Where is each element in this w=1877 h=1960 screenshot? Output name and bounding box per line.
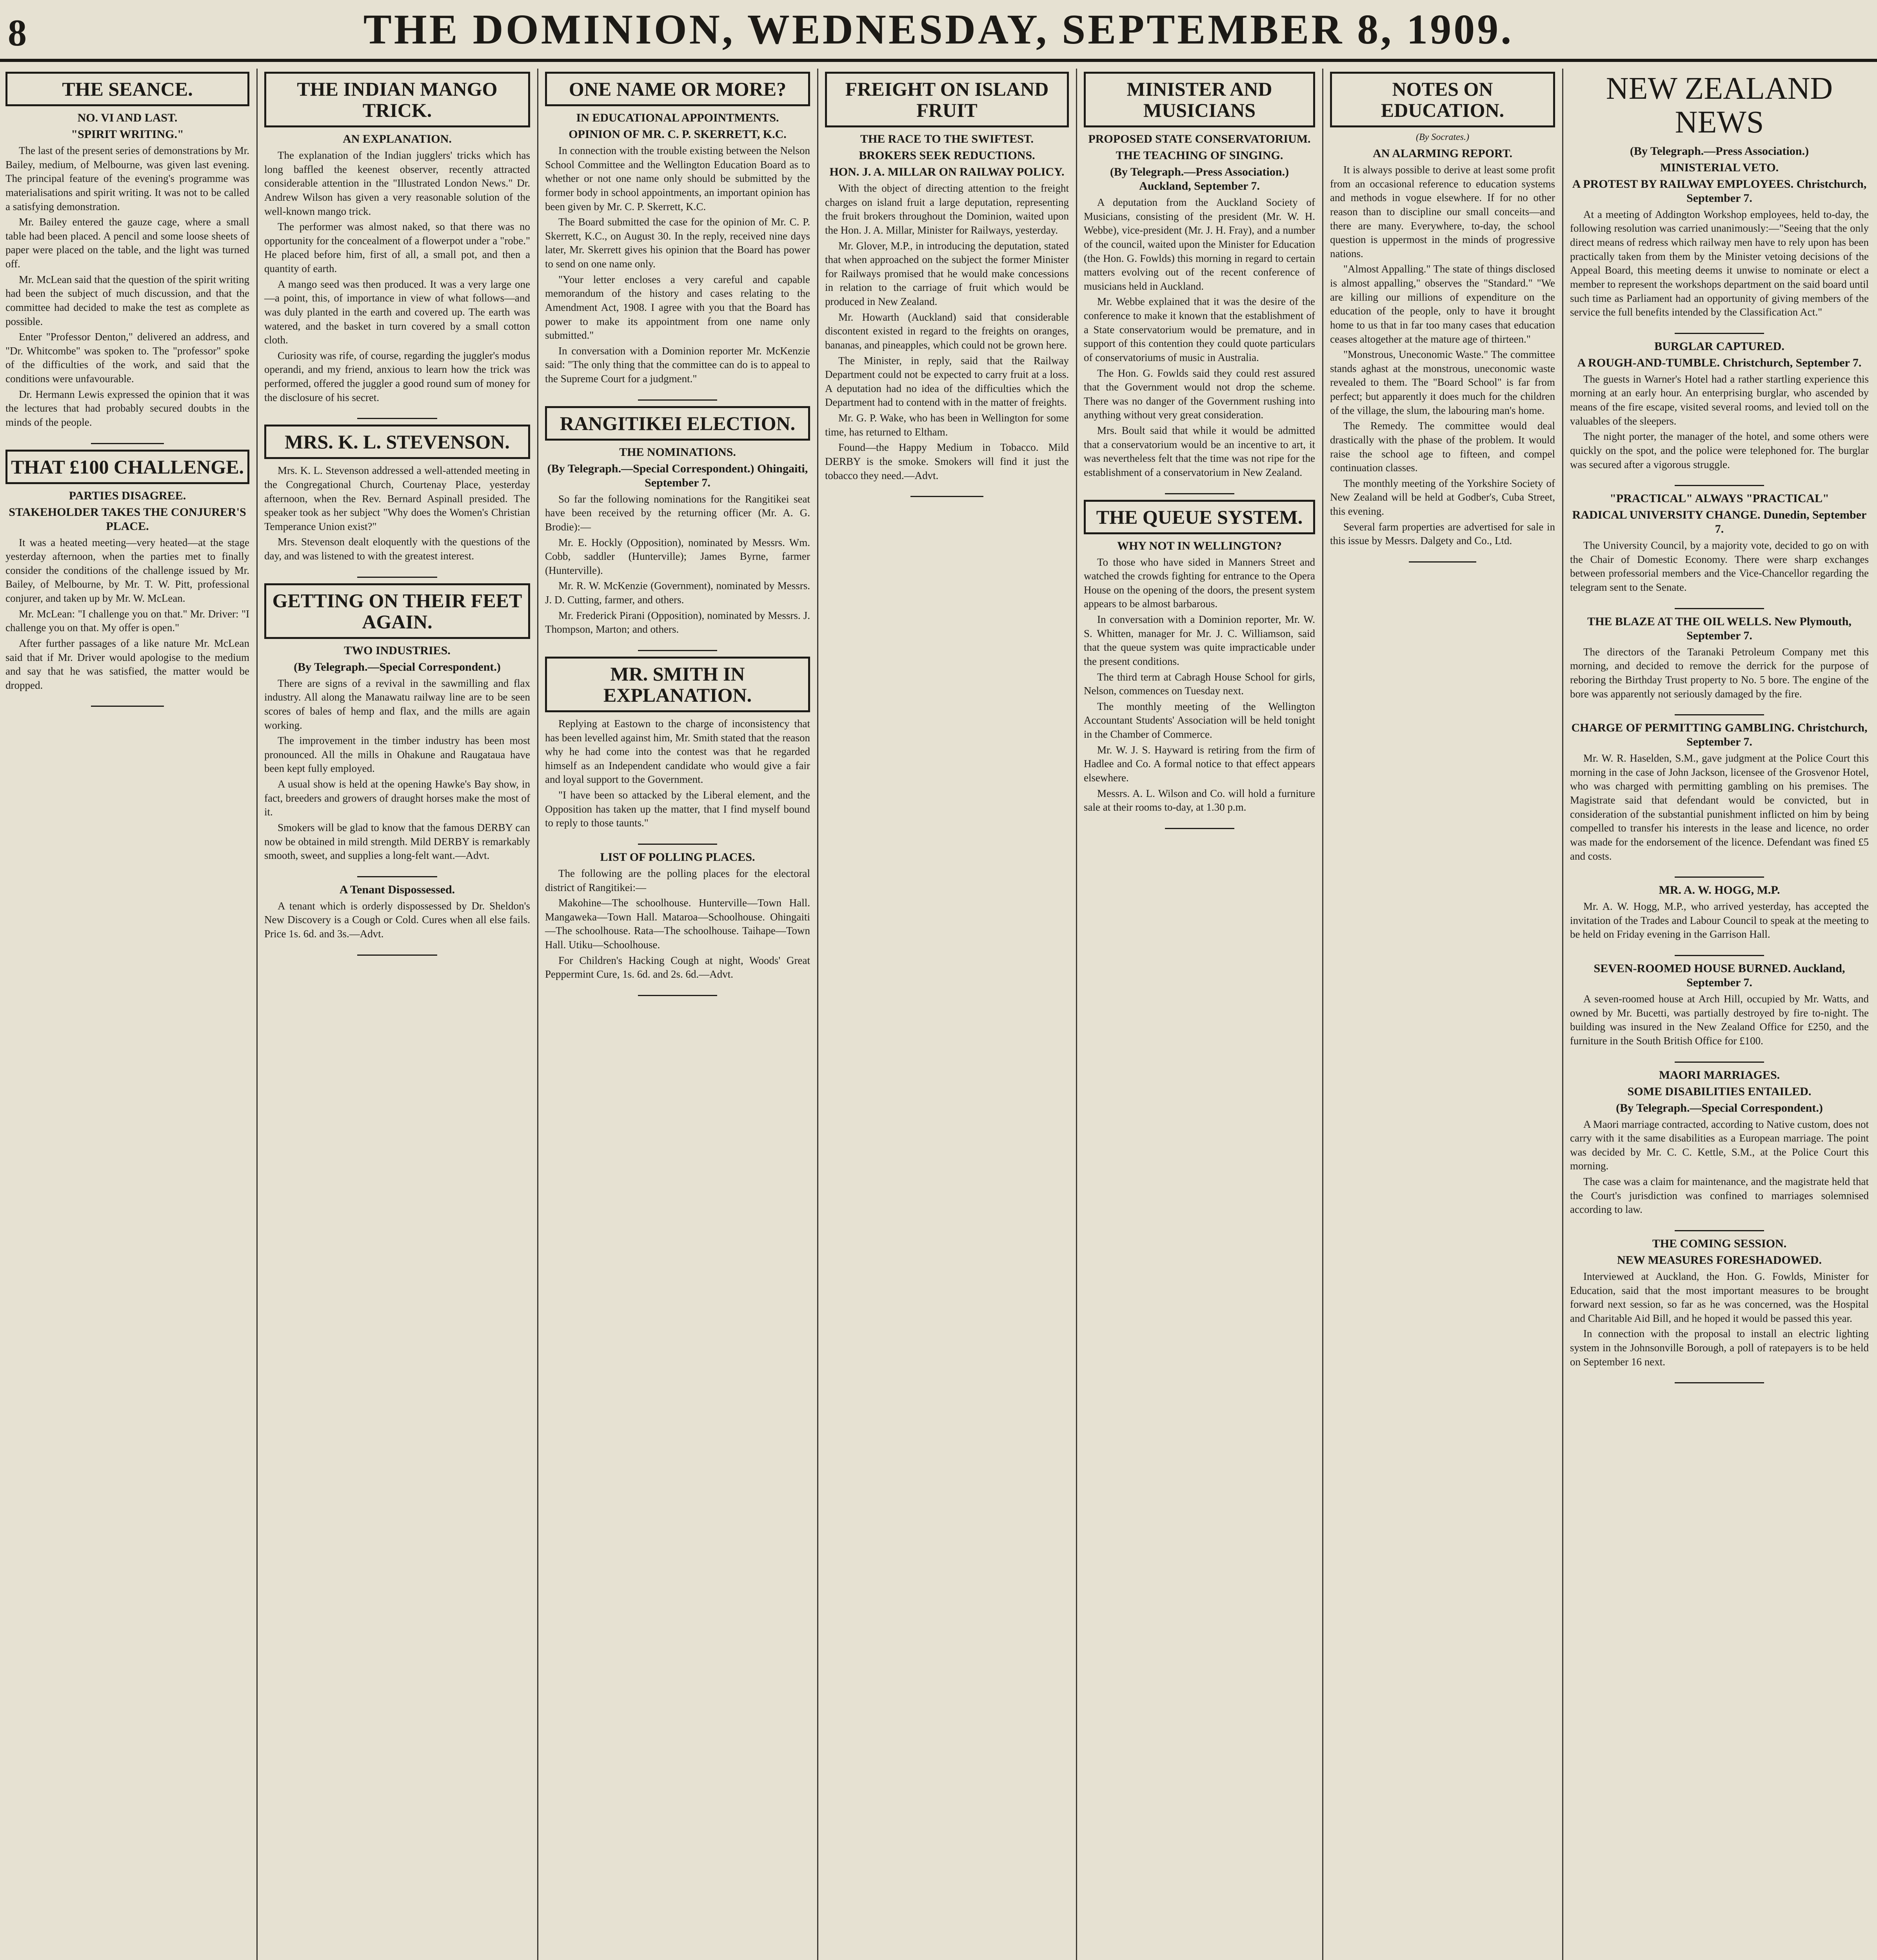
article-paragraph: The University Council, by a majority vote, decided to go on with the Chair of Domestic Economy. There were sharp exchanges between professorial members and the Vice-Chancellor regarding the telegram sent to the Senate. bbox=[1570, 539, 1869, 593]
article-headline: THE INDIAN MANGO TRICK. bbox=[264, 72, 530, 127]
article-paragraph: "Your letter encloses a very careful and capable memorandum of the history and cases relating to the Amendment Act, 1908. I agree with you that the Board has power to make its appointment from one name only submitted." bbox=[545, 273, 810, 341]
article-paragraph: Smokers will be glad to know that the famous DERBY can now be obtained in mild strength. Mild DERBY is remarkably smooth, sweet, and supplies a long-felt want.—Advt. bbox=[264, 821, 530, 862]
article-paragraph: Mr. G. P. Wake, who has been in Wellington for some time, has returned to Eltham. bbox=[825, 412, 1069, 438]
article-paragraph: In connection with the proposal to install an electric lighting system in the Johnsonville Borough, a poll of ratepayers is to be held on September 16 next. bbox=[1570, 1328, 1869, 1368]
article-subheading: STAKEHOLDER TAKES THE CONJURER'S PLACE. bbox=[9, 505, 246, 533]
article-subheading: BROKERS SEEK REDUCTIONS. bbox=[859, 149, 1035, 162]
column-1 bbox=[0, 69, 255, 1960]
article-divider bbox=[638, 650, 718, 651]
article bbox=[1330, 72, 1555, 548]
article-subheading: BURGLAR CAPTURED. bbox=[1654, 339, 1784, 353]
article-subheading: THE TEACHING OF SINGING. bbox=[1116, 149, 1283, 162]
article-paragraph: The guests in Warner's Hotel had a rather startling experience this morning at an early hour. An enterprising burglar, who ascended by means of the fire escape, visited several rooms, and levied toll on the valuables of the sleepers. bbox=[1570, 373, 1869, 427]
article bbox=[1570, 339, 1869, 472]
article-paragraph: It was a heated meeting—very heated—at the stage yesterday afternoon, when the parties met to finally consider the conditions of the challenge issued by Mr. Bailey, of Melbourne, by Mr. T. W. Pitt, professional conjurer, and taken up by Mr. W. McLean. bbox=[5, 536, 249, 604]
article bbox=[825, 72, 1069, 483]
article-subheading: THE BLAZE AT THE OIL WELLS. New Plymouth, September 7. bbox=[1587, 615, 1852, 642]
article-subheading: "PRACTICAL" ALWAYS "PRACTICAL" bbox=[1610, 492, 1829, 505]
article-subheading: IN EDUCATIONAL APPOINTMENTS. bbox=[576, 111, 779, 124]
article-subheading: CHARGE OF PERMITTING GAMBLING. Christchurch, September 7. bbox=[1571, 721, 1868, 749]
article-paragraph: A Maori marriage contracted, according to Native custom, does not carry with it the same disabilities as a European marriage. The point was decided by Mr. C. C. Kettle, S.M., at the Police Court this morning. bbox=[1570, 1118, 1869, 1172]
article-paragraph: Mr. Howarth (Auckland) said that considerable discontent existed in regard to the freights on oranges, bananas, and pineapples, which could not be grown here. bbox=[825, 311, 1069, 351]
article bbox=[545, 657, 810, 830]
column-rule bbox=[256, 69, 258, 1960]
article-paragraph: To those who have sided in Manners Street and watched the crowds fighting for entrance to the Opera House on the opening of the doors, the present system appears to be almost barbarous. bbox=[1084, 556, 1315, 610]
article bbox=[1570, 1237, 1869, 1369]
article-paragraph: Mr. Frederick Pirani (Opposition), nominated by Messrs. J. Thompson, Marton; and others. bbox=[545, 609, 810, 635]
article-paragraph: The directors of the Taranaki Petroleum Company met this morning, and decided to remove the derrick for the purpose of reboring the Birthday Trust property to No. 5 bore. The engine of the bore was apparently not seriously damaged by the fire. bbox=[1570, 646, 1869, 700]
article-divider bbox=[1675, 1382, 1764, 1383]
article-subheading: AN EXPLANATION. bbox=[343, 132, 452, 145]
article-subheading: "SPIRIT WRITING." bbox=[71, 128, 184, 141]
article-paragraph: Mr. R. W. McKenzie (Government), nominated by Messrs. J. D. Cutting, farmer, and others. bbox=[545, 580, 810, 606]
article bbox=[1570, 492, 1869, 595]
article-divider bbox=[1409, 561, 1476, 563]
article-paragraph: A deputation from the Auckland Society of Musicians, consisting of the president (Mr. W. H. Webbe), vice-president (Mr. J. H. Fray), and a number of the council, waited upon the Minister for Education (the Hon. G. Fowlds) this morning in regard to certain matters evolving out of the recent conference of musicians held in Auckland. bbox=[1084, 196, 1315, 292]
column-7 bbox=[1564, 69, 1874, 1960]
article-divider bbox=[1675, 955, 1764, 956]
article-divider bbox=[1675, 714, 1764, 715]
article-paragraph: The case was a claim for maintenance, and the magistrate held that the Court's jurisdiction was confined to marriages solemnised according to law. bbox=[1570, 1176, 1869, 1216]
article bbox=[1084, 72, 1315, 480]
article-subheading: SOME DISABILITIES ENTAILED. bbox=[1627, 1085, 1812, 1098]
article-paragraph: The night porter, the manager of the hotel, and some others were quickly on the spot, and the police were telephoned for. The burglar was secured after a vigorous struggle. bbox=[1570, 430, 1869, 470]
article bbox=[264, 425, 530, 563]
article-divider bbox=[357, 955, 437, 956]
article-subheading: LIST OF POLLING PLACES. bbox=[600, 850, 755, 864]
article-paragraph: Found—the Happy Medium in Tobacco. Mild DERBY is the smoke. Smokers will find it just the tobacco they need.—Advt. bbox=[825, 441, 1069, 481]
article-subheading: SEVEN-ROOMED HOUSE BURNED. Auckland, September 7. bbox=[1594, 962, 1845, 989]
article-subheading: (By Telegraph.—Press Association.) bbox=[1630, 144, 1809, 158]
article-paragraph: With the object of directing attention to the freight charges on island fruit a large deputation, representing the fruit brokers throughout the Dominion, waited upon the Hon. J. A. Millar, Minister for Railways, yesterday. bbox=[825, 182, 1069, 236]
article-subheading: THE RACE TO THE SWIFTEST. bbox=[860, 132, 1034, 145]
column-rule bbox=[1322, 69, 1323, 1960]
article-subheading: OPINION OF MR. C. P. SKERRETT, K.C. bbox=[569, 128, 787, 141]
article-paragraph: "Almost Appalling." The state of things disclosed is almost appalling," observes the "Standard." "We are killing our millions of expenditure on the education of the people, only to have it brought home to us that in far too many cases that education ceases altogether at the mature age of thirteen." bbox=[1330, 263, 1555, 345]
article-paragraph: There are signs of a revival in the sawmilling and flax industry. All along the Manawatu railway line are to be seen scores of bales of hemp and flax, and the mills are again working. bbox=[264, 677, 530, 731]
article-byline: (By Socrates.) bbox=[1416, 132, 1469, 142]
article-paragraph: Mr. McLean said that the question of the spirit writing had been the subject of much discussion, and that the committee had decided to make the test as complete as possible. bbox=[5, 273, 249, 327]
article-subheading: MR. A. W. HOGG, M.P. bbox=[1659, 884, 1780, 897]
article-divider bbox=[357, 418, 437, 419]
article-paragraph: The monthly meeting of the Wellington Accountant Students' Association will be held tonight in the Chamber of Commerce. bbox=[1084, 700, 1315, 740]
article-paragraph: A seven-roomed house at Arch Hill, occupied by Mr. Watts, and owned by Mr. Bucetti, was partially destroyed by fire to-night. The building was insured in the New Zealand Office for £250, and the furniture in the South British Office for £100. bbox=[1570, 993, 1869, 1047]
article-paragraph: Mrs. Boult said that while it would be admitted that a conservatorium would be an incentive to art, it was nevertheless felt that the time was not ripe for the establishment of a conservatorium in New Zealand. bbox=[1084, 425, 1315, 478]
article-subheading: A ROUGH-AND-TUMBLE. Christchurch, September 7. bbox=[1577, 356, 1862, 369]
column-4 bbox=[819, 69, 1074, 1960]
article-paragraph: Mr. A. W. Hogg, M.P., who arrived yesterday, has accepted the invitation of the Trades and Labour Council to speak at the meeting to be held on Friday evening in the Garrison Hall. bbox=[1570, 900, 1869, 940]
article-subheading: MINISTERIAL VETO. bbox=[1660, 161, 1779, 174]
article-subheading: MAORI MARRIAGES. bbox=[1659, 1068, 1780, 1082]
article-headline: FREIGHT ON ISLAND FRUIT bbox=[825, 72, 1069, 127]
article-paragraph: Replying at Eastown to the charge of inconsistency that has been levelled against him, Mr. Smith stated that the reason why he had come into the contest was that he regarded himself as an Independent candidate who would give a fair and loyal support to the Government. bbox=[545, 717, 810, 786]
article-divider bbox=[638, 995, 718, 996]
article bbox=[5, 72, 249, 430]
column-5 bbox=[1078, 69, 1321, 1960]
article-paragraph: Enter "Professor Denton," delivered an address, and "Dr. Whitcombe" was spoken to. The "professor" spoke of the difficulties of the work, and said that the conditions were unfavourable. bbox=[5, 331, 249, 385]
article bbox=[5, 450, 249, 693]
article-paragraph: "I have been so attacked by the Liberal element, and the Opposition has taken up the matter, that I find myself bound to reply to those taunts." bbox=[545, 789, 810, 829]
article-headline: THE SEANCE. bbox=[5, 72, 249, 106]
article-headline: MR. SMITH IN EXPLANATION. bbox=[545, 657, 810, 712]
article-subheading: WHY NOT IN WELLINGTON? bbox=[1117, 539, 1282, 552]
article-paragraph: Mr. E. Hockly (Opposition), nominated by Messrs. Wm. Cobb, saddler (Hunterville); James Byrne, farmer (Hunterville). bbox=[545, 536, 810, 576]
article-subheading: TWO INDUSTRIES. bbox=[344, 644, 451, 657]
article bbox=[1570, 615, 1869, 701]
article-divider bbox=[91, 706, 164, 707]
article-paragraph: Mr. Bailey entered the gauze cage, where a small table had been placed. A pencil and some loose sheets of paper were placed on the table, and the light was turned off. bbox=[5, 216, 249, 270]
article-divider bbox=[91, 443, 164, 444]
article bbox=[1570, 721, 1869, 863]
article-divider bbox=[638, 399, 718, 401]
article-subheading: (By Telegraph.—Press Association.) Auckland, September 7. bbox=[1110, 165, 1289, 192]
article-paragraph: It is always possible to derive at least some profit from an occasional reference to education systems and methods in vogue elsewhere. If for no other reason than to discipline our small conceits—and there are many. Everywhere, to-day, the school question is uppermost in the minds of progressive nations. bbox=[1330, 164, 1555, 260]
article-paragraph: In conversation with a Dominion reporter, Mr. W. S. Whitten, manager for Mr. J. C. Williamson, said that the queue system was quite impracticable under the present conditions. bbox=[1084, 613, 1315, 667]
article-divider bbox=[1675, 1230, 1764, 1231]
article-paragraph: Mr. W. R. Haselden, S.M., gave judgment at the Police Court this morning in the case of John Jackson, licensee of the Grosvenor Hotel, who was charged with permitting gambling on his premises. The Magistrate said that defendant would be convicted, but in consideration of the substantial punishment inflicted on him by being compelled to transfer his interests in the lease and licence, no order was made for the endorsement of the licence. Defendant was fined £5 and costs. bbox=[1570, 752, 1869, 862]
article-divider bbox=[1675, 1062, 1764, 1063]
article-paragraph: The Remedy. The committee would deal drastically with the phase of the problem. It would raise the school age to fifteen, and compel continuation classes. bbox=[1330, 420, 1555, 474]
article-divider bbox=[910, 496, 984, 497]
article-subheading: AN ALARMING REPORT. bbox=[1373, 147, 1512, 160]
article-paragraph: The third term at Cabragh House School for girls, Nelson, commences on Tuesday next. bbox=[1084, 671, 1315, 697]
article-headline: NOTES ON EDUCATION. bbox=[1330, 72, 1555, 127]
article-paragraph: For Children's Hacking Cough at night, Woods' Great Peppermint Cure, 1s. 6d. and 2s. 6d.—Advt. bbox=[545, 954, 810, 980]
column-2 bbox=[259, 69, 536, 1960]
article-divider bbox=[357, 577, 437, 578]
article-paragraph: In connection with the trouble existing between the Nelson School Committee and the Wellington Education Board as to whether or not one name only should be submitted by the former body in school appointments, an important opinion has been given by Mr. C. P. Skerrett, K.C. bbox=[545, 145, 810, 212]
column-rule bbox=[817, 69, 818, 1960]
article bbox=[1570, 1068, 1869, 1217]
article-paragraph: The Hon. G. Fowlds said they could rest assured that the Government would not drop the scheme. There was no danger of the Government rushing into anything without very great consideration. bbox=[1084, 367, 1315, 421]
article-paragraph: Mr. Glover, M.P., in introducing the deputation, stated that when approached on the subject the former Minister for Railways promised that he would make concessions in relation to the carriage of fruit which would be produced in New Zealand. bbox=[825, 240, 1069, 307]
article-paragraph: Messrs. A. L. Wilson and Co. will hold a furniture sale at their rooms to-day, at 1.30 p.m. bbox=[1084, 787, 1315, 813]
column-6 bbox=[1325, 69, 1561, 1960]
article-paragraph: The improvement in the timber industry has been most pronounced. All the mills in Ohakune and Raugataua have been kept fully employed. bbox=[264, 735, 530, 775]
article-subheading: THE NOMINATIONS. bbox=[619, 445, 736, 459]
article-headline: MINISTER AND MUSICIANS bbox=[1084, 72, 1315, 127]
article-divider bbox=[1675, 877, 1764, 878]
article-divider bbox=[1165, 493, 1234, 494]
article bbox=[1084, 500, 1315, 815]
article-paragraph: Mr. Webbe explained that it was the desire of the conference to make it known that the establishment of a State conservatorium would be premature, and in support of this contention they could quote particulars of conservatoriums of music in Australia. bbox=[1084, 296, 1315, 363]
article-paragraph: At a meeting of Addington Workshop employees, held to-day, the following resolution was carried unanimously:—"Seeing that the only direct means of redress which railway men have to rely upon has been practically taken from them by the Minister vetoing decisions of the Appeal Board, this meeting deems it unwise to nominate or elect a member to represent the workshops department on the said board until such time as Parliament had an opportunity of giving members of the service the full benefits intended by the Classification Act." bbox=[1570, 208, 1869, 318]
article-headline: ONE NAME OR MORE? bbox=[545, 72, 810, 106]
article-paragraph: After further passages of a like nature Mr. McLean said that if Mr. Driver would apologise to the medium and say that he was satisfied, the matter would be dropped. bbox=[5, 637, 249, 691]
article-paragraph: A mango seed was then produced. It was a very large one—a point, this, of importance in view of what follows—and was duly planted in the earth and covered up. The earth was watered, and the basket in turn covered by a small cotton cloth. bbox=[264, 278, 530, 346]
article-subheading: (By Telegraph.—Special Correspondent.) Ohingaiti, September 7. bbox=[547, 462, 808, 489]
masthead-rule bbox=[0, 59, 1877, 62]
masthead bbox=[0, 0, 1877, 63]
article-paragraph: A usual show is held at the opening Hawke's Bay show, in fact, breeders and growers of draught horses make the most of it. bbox=[264, 778, 530, 818]
article-divider bbox=[1675, 608, 1764, 609]
article-paragraph: Dr. Hermann Lewis expressed the opinion that it was the lectures that had probably secured doubts in the minds of the people. bbox=[5, 388, 249, 428]
article-paragraph: So far the following nominations for the Rangitikei seat have been received by the returning officer (Mr. A. G. Brodie):— bbox=[545, 493, 810, 533]
article-divider bbox=[1675, 333, 1764, 334]
article-paragraph: The Minister, in reply, said that the Railway Department could not be expected to carry fruit at a loss. A deputation had no idea of the difficulties which the Department had to contend with in the matter of freights. bbox=[825, 354, 1069, 408]
article-paragraph: Makohine—The schoolhouse. Hunterville—Town Hall. Mangaweka—Town Hall. Mataroa—Schoolhouse. Ohingaiti—The schoolhouse. Rata—The schoolhouse. Taihape—Town Hall. Utiku—Schoolhouse. bbox=[545, 897, 810, 951]
article-divider bbox=[357, 876, 437, 877]
article-headline: THE QUEUE SYSTEM. bbox=[1084, 500, 1315, 534]
article-paragraph: A tenant which is orderly dispossessed by Dr. Sheldon's New Discovery is a Cough or Cold. Cures when all else fails. Price 1s. 6d. and 3s.—Advt. bbox=[264, 900, 530, 940]
article-headline: NEW ZEALAND NEWS bbox=[1606, 71, 1833, 140]
article bbox=[545, 72, 810, 386]
article-subheading: NEW MEASURES FORESHADOWED. bbox=[1617, 1253, 1822, 1267]
article-subheading: (By Telegraph.—Special Correspondent.) bbox=[294, 660, 501, 673]
article-paragraph: Mr. McLean: "I challenge you on that." Mr. Driver: "I challenge you on that. My offer is open." bbox=[5, 608, 249, 634]
article-paragraph: The last of the present series of demonstrations by Mr. Bailey, medium, of Melbourne, was given last evening. The principal feature of the evening's programme was materialisations and spirit writing. It was not to be called a satisfying demonstration. bbox=[5, 145, 249, 212]
article-paragraph: "Monstrous, Uneconomic Waste." The committee stands aghast at the monstrous, uneconomic waste revealed to them. The "Board School" is far from perfect; but apparently it does much for the children of the village, the slum, the labouring man's home. bbox=[1330, 348, 1555, 416]
article-subheading: HON. J. A. MILLAR ON RAILWAY POLICY. bbox=[829, 165, 1065, 178]
article bbox=[545, 850, 810, 982]
article-paragraph: The Board submitted the case for the opinion of Mr. C. P. Skerrett, K.C., on August 30. In the reply, received nine days later, Mr. Skerrett gives his opinion that the Board has power to send on one name only. bbox=[545, 216, 810, 270]
article-headline: THAT £100 CHALLENGE. bbox=[5, 450, 249, 484]
article-headline: RANGITIKEI ELECTION. bbox=[545, 406, 810, 441]
article-subheading: A Tenant Dispossessed. bbox=[339, 883, 455, 896]
article bbox=[264, 583, 530, 863]
article-paragraph: In conversation with a Dominion reporter Mr. McKenzie said: "The only thing that the committee can do is to appeal to the Supreme Court for a judgment." bbox=[545, 345, 810, 385]
article-headline: GETTING ON THEIR FEET AGAIN. bbox=[264, 583, 530, 639]
column-3 bbox=[540, 69, 816, 1960]
article-subheading: (By Telegraph.—Special Correspondent.) bbox=[1616, 1101, 1823, 1114]
article bbox=[264, 72, 530, 405]
article-subheading: PARTIES DISAGREE. bbox=[69, 489, 186, 502]
article-paragraph: The monthly meeting of the Yorkshire Society of New Zealand will be held at Godber's, Cuba Street, this evening. bbox=[1330, 477, 1555, 517]
article-paragraph: The explanation of the Indian jugglers' tricks which has long baffled the keenest observer, recently attracted considerable attention in the "Illustrated London News." Dr. Andrew Wilson has given a very reasonable solution of the well-known mango trick. bbox=[264, 149, 530, 217]
page-number: 8 bbox=[8, 12, 27, 54]
article-paragraph: The following are the polling places for the electoral district of Rangitikei:— bbox=[545, 867, 810, 893]
article-paragraph: Several farm properties are advertised for sale in this issue by Messrs. Dalgety and Co., Ltd. bbox=[1330, 521, 1555, 547]
article-subheading: A PROTEST BY RAILWAY EMPLOYEES. Christchurch, September 7. bbox=[1572, 177, 1867, 205]
article bbox=[1570, 883, 1869, 942]
article-divider bbox=[1675, 485, 1764, 486]
article bbox=[1570, 72, 1869, 319]
article-headline: MRS. K. L. STEVENSON. bbox=[264, 425, 530, 459]
article-paragraph: Mrs. Stevenson dealt eloquently with the questions of the day, and was listened to with the greatest interest. bbox=[264, 536, 530, 562]
article-subheading: PROPOSED STATE CONSERVATORIUM. bbox=[1088, 132, 1311, 145]
article-subheading: RADICAL UNIVERSITY CHANGE. Dunedin, September 7. bbox=[1572, 508, 1867, 536]
column-rule bbox=[1562, 69, 1563, 1960]
article-subheading: NO. VI AND LAST. bbox=[77, 111, 178, 124]
article bbox=[545, 406, 810, 637]
column-rule bbox=[537, 69, 538, 1960]
article bbox=[1570, 962, 1869, 1048]
article-divider bbox=[1165, 828, 1234, 829]
article-paragraph: Curiosity was rife, of course, regarding the juggler's modus operandi, and my friend, anxious to learn how the trick was performed, offered the juggler a good round sum of money for the disclosure of his secret. bbox=[264, 349, 530, 403]
article-paragraph: Interviewed at Auckland, the Hon. G. Fowlds, Minister for Education, said that the most important measures to be brought forward next session, so far as he was concerned, was the Hospital and Charitable Aid Bill, and he hoped it would be passed this year. bbox=[1570, 1270, 1869, 1324]
article-paragraph: Mr. W. J. S. Hayward is retiring from the firm of Hadlee and Co. A formal notice to that effect appears elsewhere. bbox=[1084, 744, 1315, 784]
column-rule bbox=[1076, 69, 1077, 1960]
article-divider bbox=[638, 844, 718, 845]
article bbox=[264, 883, 530, 941]
article-subheading: THE COMING SESSION. bbox=[1652, 1237, 1787, 1250]
article-paragraph: The performer was almost naked, so that there was no opportunity for the concealment of a flowerpot under a "robe." He placed before him, first of all, a small pot, and then a quantity of earth. bbox=[264, 221, 530, 274]
article-paragraph: Mrs. K. L. Stevenson addressed a well-attended meeting in the Congregational Church, Courtenay Place, yesterday afternoon, when the Rev. Bernard Aspinall presided. The speaker took as her subject "Why does the Women's Christian Temperance Union exist?" bbox=[264, 465, 530, 532]
newspaper-title: THE DOMINION, WEDNESDAY, SEPTEMBER 8, 1909. bbox=[363, 6, 1514, 53]
